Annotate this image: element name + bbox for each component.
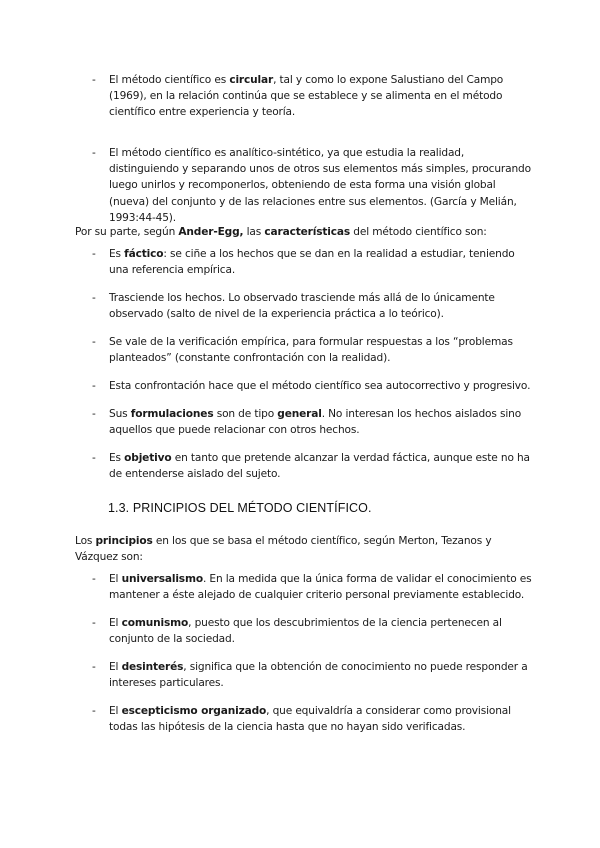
bullet-dash: - xyxy=(92,573,96,585)
list-item: - El desinterés, significa que la obtención de conocimiento no puede responder a intereses particulares. xyxy=(92,661,528,690)
list-item: - Se vale de la verificación empírica, para formular respuestas a los “problemas planteados” (constante confrontación con la realidad). xyxy=(92,336,513,365)
section-heading: 1.3. PRINCIPIOS DEL MÉTODO CIENTÍFICO. xyxy=(108,501,372,515)
list-item: - El universalismo. En la medida que la única forma de validar el conocimiento es mantener a éste alejado de cualquier criterio personal previamente establecido. xyxy=(92,573,532,602)
paragraph-intro-characteristics: Por su parte, según Ander-Egg, las características del método científico son: xyxy=(75,226,487,238)
list-item: - Sus formulaciones son de tipo general. No interesan los hechos aislados sino aquellos que puede relacionar con otros hechos. xyxy=(92,408,522,437)
bullet-dash: - xyxy=(92,452,96,464)
list-item: - El comunismo, puesto que los descubrimientos de la ciencia pertenecen al conjunto de la sociedad. xyxy=(92,617,502,646)
bullet-dash: - xyxy=(92,661,96,673)
bullet-dash: - xyxy=(92,292,96,304)
list-item: - Trasciende los hechos. Lo observado trasciende más allá de lo únicamente observado (salto de nivel de la experiencia práctica a lo teórico). xyxy=(92,292,495,321)
list-item: - Es objetivo en tanto que pretende alcanzar la verdad fáctica, aunque este no ha de entenderse aislado del sujeto. xyxy=(92,452,530,481)
bullet-dash: - xyxy=(92,147,96,159)
list-item: - Es fáctico: se ciñe a los hechos que se dan en la realidad a estudiar, teniendo una referencia empírica. xyxy=(92,248,515,277)
list-item: - El escepticismo organizado, que equivaldría a considerar como provisional todas las hipótesis de la ciencia hasta que no hayan sido verificadas. xyxy=(92,705,511,734)
bullet-dash: - xyxy=(92,380,96,392)
bullet-dash: - xyxy=(92,705,96,717)
bullet-dash: - xyxy=(92,336,96,348)
bullet-dash: - xyxy=(92,617,96,629)
bullet-dash: - xyxy=(92,248,96,260)
list-item: - El método científico es circular, tal y como lo expone Salustiano del Campo (1969), en la relación continúa que se establece y se alimenta en el método científico entre experiencia y teoría. xyxy=(92,74,504,119)
paragraph-intro-principles: Los principios en los que se basa el método científico, según Merton, Tezanos y Vázquez son: xyxy=(75,535,492,564)
bullet-dash: - xyxy=(92,408,96,420)
list-item: - Esta confrontación hace que el método científico sea autocorrectivo y progresivo. xyxy=(92,378,532,394)
bullet-dash: - xyxy=(92,74,96,86)
list-item: - El método científico es analítico-sintético, ya que estudia la realidad, distinguiendo y separando unos de otros sus elementos más simples, procurando luego unirlos y recomponerlos, obteniendo de esta forma una visión global (nueva) del conjunto y de las relaciones entre sus elementos. (García y Melián, 1993:44-45). xyxy=(92,147,531,224)
